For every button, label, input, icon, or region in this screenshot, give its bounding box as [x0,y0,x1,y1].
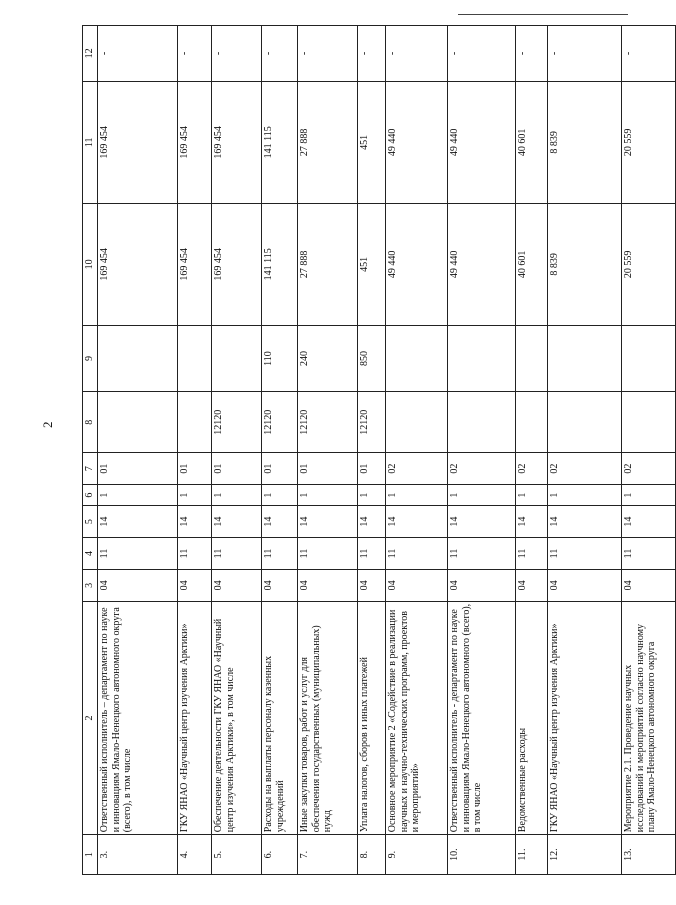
table-cell: 11 [98,538,178,570]
table-cell: 14 [298,506,358,538]
table-cell: 49 440 [386,81,448,203]
table-cell: 01 [98,453,178,485]
table-cell: 01 [212,453,262,485]
table-cell: - [448,26,516,82]
table-cell [212,325,262,391]
table-cell: - [516,26,548,82]
table-cell: - [358,26,386,82]
table-cell [622,392,676,453]
table-cell: 01 [178,453,212,485]
table-cell: Обеспечение деятельности ГКУ ЯНАО «Научный центр изучения Арктики», в том числе [212,601,262,834]
table-cell: 27 888 [298,203,358,325]
table-cell: 240 [298,325,358,391]
table-cell: - [212,26,262,82]
table-row [548,26,622,875]
table-cell: 1 [98,485,178,506]
table-cell: 11 [358,538,386,570]
table-cell: Ведомственные расходы [516,601,548,834]
table-cell: 49 440 [448,81,516,203]
top-rule [458,14,628,15]
table-cell: 14 [386,506,448,538]
table-cell: 02 [448,453,516,485]
table-cell: 14 [516,506,548,538]
table-cell: 3. [98,835,178,875]
table-cell: - [98,26,178,82]
table-cell: 11 [178,538,212,570]
table-cell: 110 [262,325,298,391]
table-cell: 02 [386,453,448,485]
table-cell [178,392,212,453]
table-row [262,26,298,875]
table-cell: 4. [178,835,212,875]
table-row [516,26,548,875]
table-cell: 1 [298,485,358,506]
budget-table [82,25,676,875]
table-cell: - [622,26,676,82]
table-cell: 1 [212,485,262,506]
table-cell: 20 559 [622,81,676,203]
table-cell: ГКУ ЯНАО «Научный центр изучения Арктики» [548,601,622,834]
table-cell: 1 [548,485,622,506]
header-cell: 10 [83,203,98,325]
table-cell: 04 [448,569,516,601]
table-row [298,26,358,875]
table-cell: 20 559 [622,203,676,325]
table-cell: 11 [548,538,622,570]
table-cell: 169 454 [212,203,262,325]
table-cell: - [262,26,298,82]
table-cell: 02 [548,453,622,485]
table-cell [386,392,448,453]
table-cell [548,325,622,391]
table-cell: 11 [212,538,262,570]
table-cell: 04 [622,569,676,601]
header-row [83,26,98,875]
table-cell: 1 [516,485,548,506]
table-cell: 01 [262,453,298,485]
table-cell: 04 [516,569,548,601]
table-cell: - [298,26,358,82]
table-cell: Расходы на выплаты персоналу казенных учреждений [262,601,298,834]
table-cell: 7. [298,835,358,875]
table-cell: 02 [622,453,676,485]
table-cell: 9. [386,835,448,875]
table-cell: 169 454 [98,203,178,325]
table-cell: Мероприятие 2.1. Проведение научных исследований и мероприятий согласно научному плану Ямало-Ненецкого автономного округа [622,601,676,834]
header-cell: 12 [83,26,98,82]
table-cell: 04 [262,569,298,601]
header-cell: 7 [83,453,98,485]
table-cell: 1 [386,485,448,506]
table-cell: 14 [262,506,298,538]
header-cell: 4 [83,538,98,570]
table-row [212,26,262,875]
table-cell [516,392,548,453]
table-cell: 13. [622,835,676,875]
table-cell: 14 [448,506,516,538]
table-cell [516,325,548,391]
table-cell: 49 440 [448,203,516,325]
table-cell: 27 888 [298,81,358,203]
table-cell: 04 [386,569,448,601]
table-cell: Основное мероприятие 2 «Содействие в реализации научных и научно-технических программ, проектов и мероприятий» [386,601,448,834]
table-cell: 12120 [262,392,298,453]
table-cell: 04 [178,569,212,601]
table-cell: - [178,26,212,82]
table-cell: 451 [358,203,386,325]
table-cell: - [386,26,448,82]
table-row [178,26,212,875]
table-cell: 14 [548,506,622,538]
table-cell: 11 [622,538,676,570]
table-cell: 1 [448,485,516,506]
header-cell: 2 [83,601,98,834]
table-cell: 14 [358,506,386,538]
table-cell: 141 115 [262,203,298,325]
table-cell: 169 454 [178,81,212,203]
header-cell: 1 [83,835,98,875]
header-cell: 3 [83,569,98,601]
table-cell: Уплата налогов, сборов и иных платежей [358,601,386,834]
table-cell: 141 115 [262,81,298,203]
table-cell: 11 [298,538,358,570]
table-cell [548,392,622,453]
table-body [98,26,676,875]
table-cell: ГКУ ЯНАО «Научный центр изучения Арктики» [178,601,212,834]
table-cell: 169 454 [212,81,262,203]
table-cell: 12. [548,835,622,875]
header-cell: 11 [83,81,98,203]
table-cell: 04 [98,569,178,601]
table-cell: 11 [386,538,448,570]
table-cell: 12120 [212,392,262,453]
table-cell: 04 [298,569,358,601]
page-number: 2 [40,421,55,428]
table-cell [622,325,676,391]
table-cell: 8 839 [548,81,622,203]
table-cell: 12120 [358,392,386,453]
header-cell: 5 [83,506,98,538]
table-cell [98,325,178,391]
table-cell [386,325,448,391]
table-cell [98,392,178,453]
table-cell: Ответственный исполнитель – департамент по науке и инновациям Ямало-Ненецкого автономного округа (всего), в том числе [98,601,178,834]
table-cell: 5. [212,835,262,875]
table-cell: 11. [516,835,548,875]
table-cell: 40 601 [516,203,548,325]
table-cell: 49 440 [386,203,448,325]
table-cell: 14 [98,506,178,538]
table-cell: 01 [298,453,358,485]
table-row [98,26,178,875]
table-cell: 04 [212,569,262,601]
table-cell: 14 [178,506,212,538]
table-cell: 451 [358,81,386,203]
table-cell: 02 [516,453,548,485]
table-cell: 1 [262,485,298,506]
table-cell: 11 [262,538,298,570]
table-cell: 169 454 [98,81,178,203]
table-cell: 1 [622,485,676,506]
table-cell: 04 [548,569,622,601]
header-cell: 8 [83,392,98,453]
table-cell: 6. [262,835,298,875]
table-cell: Ответственный исполнитель - департамент по науке и инновациям Ямало-Ненецкого автономного (всего), в том числе [448,601,516,834]
table-cell [448,325,516,391]
table-cell: 8. [358,835,386,875]
table-cell [178,325,212,391]
table-cell: Иные закупки товаров, работ и услуг для обеспечения государственных (муниципальных) нужд [298,601,358,834]
table-row [448,26,516,875]
table-cell: 8 839 [548,203,622,325]
table-cell: 169 454 [178,203,212,325]
header-cell: 6 [83,485,98,506]
table-cell: 11 [516,538,548,570]
table-cell: 40 601 [516,81,548,203]
budget-table-container [82,25,657,875]
table-cell: 14 [622,506,676,538]
table-cell: 11 [448,538,516,570]
table-cell: 850 [358,325,386,391]
table-cell: 04 [358,569,386,601]
header-cell: 9 [83,325,98,391]
table-row [622,26,676,875]
table-row [386,26,448,875]
table-cell: 1 [178,485,212,506]
table-cell: 1 [358,485,386,506]
table-cell: - [548,26,622,82]
table-row [358,26,386,875]
table-cell: 14 [212,506,262,538]
table-cell: 12120 [298,392,358,453]
table-cell: 10. [448,835,516,875]
table-cell: 01 [358,453,386,485]
table-cell [448,392,516,453]
